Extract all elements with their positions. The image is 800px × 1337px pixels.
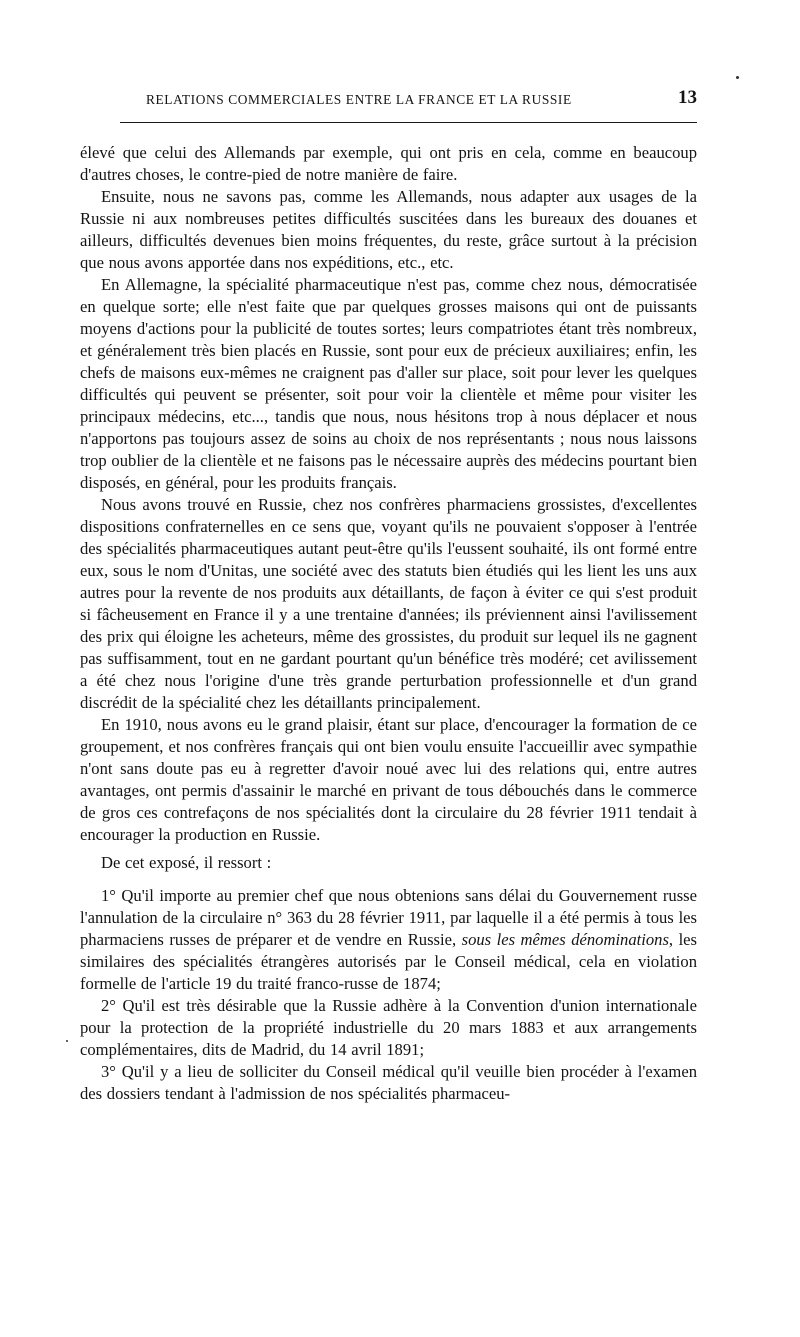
paragraph-adaptation: Ensuite, nous ne savons pas, comme les Allemands, nous adapter aux usages de la Russie ni aux nombreuses petites difficultés suscitées dans les bureaux des douanes et ailleurs, difficultés devenues bien moins fréquentes, du reste, grâce surtout à la précision que nous avons apportée dans nos expéditions, etc., etc. [80,187,697,273]
paragraph-germany: En Allemagne, la spécialité pharmaceutique n'est pas, comme chez nous, démocratisée en quelque sorte; elle n'est faite que par quelques grosses maisons qui ont de puissants moyens d'actions pour la publicité de toutes sortes; leurs compatriotes étant très nombreux, et généralement très bien placés en Russie, sont pour eux de précieux auxiliaires; enfin, les chefs de maisons eux-mêmes ne craignent pas d'aller sur place, soit pour lever les quelques difficultés qui peuvent se présenter, soit pour voir la clientèle et même pour visiter les principaux médecins, etc..., tandis que nous, nous hésitons trop à nous déplacer et nous n'apportons pas toujours assez de soins au choix de nos représentants ; nous nous laissons trop oublier de la clientèle et ne faisons pas le nécessaire auprès des médecins pourtant bien disposés, en général, pour les produits français. [80,275,697,493]
print-speck [736,76,739,79]
paragraph-1910: En 1910, nous avons eu le grand plaisir, étant sur place, d'encourager la formation de ce groupement, et nos confrères français qui ont bien voulu ensuite l'accueillir avec sympathie n'ont sans doute pas eu à regretter d'avoir noué avec lui des relations qui, entre autres avantages, ont permis d'assainir le marché en privant de tous débouchés dans le commerce de gros ces contrefaçons de nos spécialités dont la circulaire du 28 février 1911 tendait à encourager la production en Russie. [80,715,697,845]
item-1-emphasis: sous les mêmes dénominations [461,930,669,950]
paragraph-conclusion-intro: De cet exposé, il ressort : [101,853,272,873]
numbered-item-3: 3° Qu'il y a lieu de solliciter du Conseil médical qu'il veuille bien procéder à l'examen des dossiers tendant à l'admission de nos spécialités pharmaceu- [80,1062,697,1104]
numbered-item-2: 2° Qu'il est très désirable que la Russie adhère à la Convention d'union internationale pour la protection de la propriété industrielle du 20 mars 1883 et aux arrangements complémentaires, dits de Madrid, du 14 avril 1891; [80,996,697,1060]
page-number: 13 [678,87,697,108]
header-rule [120,122,697,123]
paragraph-unitas: Nous avons trouvé en Russie, chez nos confrères pharmaciens grossistes, d'excellentes dispositions confraternelles en ce sens que, voyant qu'ils ne pouvaient s'opposer à l'entrée des spécialités pharmaceutiques autant peut-être qu'ils l'eussent souhaité, ils ont formé entre eux, sous le nom d'Unitas, une société avec des statuts bien étudiés qui les lient les uns aux autres pour la revente de nos produits aux détaillants, de façon à éviter ce qui s'est produit si fâcheusement en France il y a une trentaine d'années; ils préviennent ainsi l'avilissement des prix qui éloigne les acheteurs, même des grossistes, du produit sur lequel ils ne gagnent pas suffisamment, tout en ne gardant pourtant qu'un bénéfice très modéré; cet avilissement a été chez nous l'origine d'une très grande perturbation professionnelle et d'un grand discrédit de la spécialité chez les détaillants principalement. [80,495,697,713]
page-body [80,142,697,1105]
item-1-text-start: 1° Qu'il importe au premier chef que nous obtenions sans délai du Gouvernement russe l'annulation de la circulaire n° 363 du 28 février 1911, par laquelle il a été permis à tous les pharmaciens russes de préparer et de vendre en Russie, [80,886,697,950]
numbered-item-1 [80,885,697,995]
page-header [80,86,697,112]
print-speck [66,1040,68,1042]
running-title: RELATIONS COMMERCIALES ENTRE LA FRANCE ET LA RUSSIE [146,92,572,107]
item-1-text-end: , les similaires des spécialités étrangères autorisés par le Conseil médical, cela en violation formelle de l'article 19 du traité franco-russe de 1874; [80,930,697,994]
book-page [80,86,697,1105]
paragraph-continuation: élevé que celui des Allemands par exemple, qui ont pris en cela, comme en beaucoup d'autres choses, le contre-pied de notre manière de faire. [80,143,697,185]
